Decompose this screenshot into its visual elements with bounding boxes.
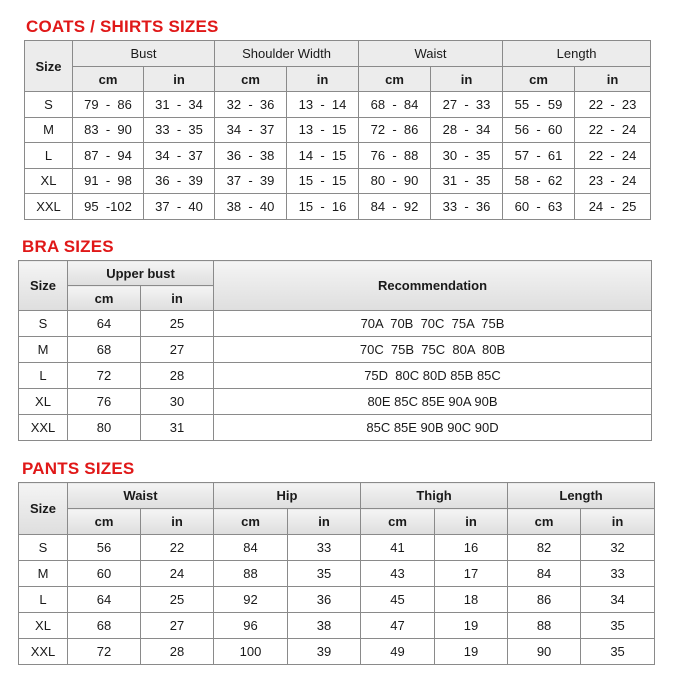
- measure-cell: 84 - 92: [359, 194, 431, 220]
- measure-cell: 95 -102: [73, 194, 144, 220]
- measure-cell: 92: [214, 587, 288, 613]
- measure-cell: 56 - 60: [503, 117, 575, 143]
- measure-cell: 35: [581, 639, 655, 665]
- measure-cell: 68 - 84: [359, 92, 431, 118]
- measure-cell: 33: [288, 535, 361, 561]
- measure-cell: 34 - 37: [215, 117, 287, 143]
- measure-cell: 31 - 34: [144, 92, 215, 118]
- size-cell: XL: [25, 168, 73, 194]
- table-row: [19, 639, 655, 665]
- size-cell: M: [25, 117, 73, 143]
- measure-cell: 32: [581, 535, 655, 561]
- measure-cell: 35: [288, 561, 361, 587]
- measure-cell: 47: [361, 613, 435, 639]
- recommendation-cell: 80E 85C 85E 90A 90B: [214, 389, 652, 415]
- bra-section-title: BRA SIZES: [22, 237, 114, 256]
- measure-cell: 88: [508, 613, 581, 639]
- measure-cell: 88: [214, 561, 288, 587]
- unit-header-in: in: [141, 509, 214, 535]
- measure-cell: 23 - 24: [575, 168, 651, 194]
- measure-cell: 33: [581, 561, 655, 587]
- bra-size-table: [18, 260, 652, 441]
- table-row: [19, 311, 652, 337]
- unit-header-cm: cm: [215, 67, 287, 92]
- cm-cell: 64: [68, 311, 141, 337]
- coats-section-title: COATS / SHIRTS SIZES: [26, 17, 219, 36]
- measure-cell: 24 - 25: [575, 194, 651, 220]
- in-cell: 31: [141, 415, 214, 441]
- size-cell: S: [19, 535, 68, 561]
- measure-cell: 38 - 40: [215, 194, 287, 220]
- group-header-shoulder-width: Shoulder Width: [215, 41, 359, 67]
- unit-header-cm: cm: [359, 67, 431, 92]
- measure-cell: 27: [141, 613, 214, 639]
- unit-header-cm: cm: [68, 286, 141, 311]
- measure-cell: 19: [435, 639, 508, 665]
- measure-cell: 28 - 34: [431, 117, 503, 143]
- measure-cell: 68: [68, 613, 141, 639]
- measure-cell: 28: [141, 639, 214, 665]
- in-cell: 28: [141, 363, 214, 389]
- measure-cell: 34 - 37: [144, 143, 215, 169]
- measure-cell: 36: [288, 587, 361, 613]
- table-row: [19, 535, 655, 561]
- measure-cell: 33 - 36: [431, 194, 503, 220]
- measure-cell: 36 - 39: [144, 168, 215, 194]
- measure-cell: 84: [214, 535, 288, 561]
- size-cell: XL: [19, 389, 68, 415]
- measure-cell: 35: [581, 613, 655, 639]
- measure-cell: 76 - 88: [359, 143, 431, 169]
- unit-header-cm: cm: [214, 509, 288, 535]
- measure-cell: 86: [508, 587, 581, 613]
- measure-cell: 22 - 23: [575, 92, 651, 118]
- measure-cell: 56: [68, 535, 141, 561]
- unit-header-cm: cm: [503, 67, 575, 92]
- table-row: [19, 613, 655, 639]
- recommendation-header: Recommendation: [214, 261, 652, 311]
- size-cell: M: [19, 337, 68, 363]
- in-cell: 30: [141, 389, 214, 415]
- measure-cell: 13 - 14: [287, 92, 359, 118]
- unit-header-in: in: [287, 67, 359, 92]
- measure-cell: 87 - 94: [73, 143, 144, 169]
- measure-cell: 55 - 59: [503, 92, 575, 118]
- cm-cell: 80: [68, 415, 141, 441]
- unit-header-in: in: [144, 67, 215, 92]
- size-header: Size: [19, 483, 68, 535]
- measure-cell: 22 - 24: [575, 143, 651, 169]
- measure-cell: 60 - 63: [503, 194, 575, 220]
- in-cell: 27: [141, 337, 214, 363]
- group-header-upper-bust: Upper bust: [68, 261, 214, 286]
- size-cell: L: [19, 363, 68, 389]
- unit-header-in: in: [435, 509, 508, 535]
- table-row: [25, 168, 651, 194]
- size-cell: M: [19, 561, 68, 587]
- measure-cell: 100: [214, 639, 288, 665]
- in-cell: 25: [141, 311, 214, 337]
- size-cell: XXL: [19, 415, 68, 441]
- group-header-hip: Hip: [214, 483, 361, 509]
- unit-header-cm: cm: [361, 509, 435, 535]
- recommendation-cell: 70C 75B 75C 80A 80B: [214, 337, 652, 363]
- measure-cell: 80 - 90: [359, 168, 431, 194]
- measure-cell: 38: [288, 613, 361, 639]
- measure-cell: 14 - 15: [287, 143, 359, 169]
- unit-header-in: in: [575, 67, 651, 92]
- measure-cell: 17: [435, 561, 508, 587]
- measure-cell: 39: [288, 639, 361, 665]
- measure-cell: 24: [141, 561, 214, 587]
- table-row: [19, 587, 655, 613]
- cm-cell: 76: [68, 389, 141, 415]
- measure-cell: 83 - 90: [73, 117, 144, 143]
- unit-header-cm: cm: [68, 509, 141, 535]
- measure-cell: 41: [361, 535, 435, 561]
- measure-cell: 36 - 38: [215, 143, 287, 169]
- size-cell: XL: [19, 613, 68, 639]
- table-row: [25, 117, 651, 143]
- table-row: [25, 143, 651, 169]
- table-row: [19, 337, 652, 363]
- measure-cell: 13 - 15: [287, 117, 359, 143]
- table-row: [19, 389, 652, 415]
- measure-cell: 91 - 98: [73, 168, 144, 194]
- cm-cell: 72: [68, 363, 141, 389]
- group-header-length: Length: [503, 41, 651, 67]
- coats-size-table: [24, 40, 651, 220]
- measure-cell: 22 - 24: [575, 117, 651, 143]
- measure-cell: 90: [508, 639, 581, 665]
- measure-cell: 22: [141, 535, 214, 561]
- measure-cell: 34: [581, 587, 655, 613]
- measure-cell: 19: [435, 613, 508, 639]
- recommendation-cell: 75D 80C 80D 85B 85C: [214, 363, 652, 389]
- measure-cell: 27 - 33: [431, 92, 503, 118]
- size-cell: L: [25, 143, 73, 169]
- size-header: Size: [19, 261, 68, 311]
- group-header-waist: Waist: [68, 483, 214, 509]
- measure-cell: 58 - 62: [503, 168, 575, 194]
- pants-size-table: [18, 482, 655, 665]
- measure-cell: 79 - 86: [73, 92, 144, 118]
- size-cell: XXL: [19, 639, 68, 665]
- measure-cell: 15 - 16: [287, 194, 359, 220]
- group-header-length: Length: [508, 483, 655, 509]
- measure-cell: 43: [361, 561, 435, 587]
- group-header-waist: Waist: [359, 41, 503, 67]
- measure-cell: 33 - 35: [144, 117, 215, 143]
- unit-header-in: in: [431, 67, 503, 92]
- measure-cell: 64: [68, 587, 141, 613]
- measure-cell: 37 - 40: [144, 194, 215, 220]
- measure-cell: 45: [361, 587, 435, 613]
- table-row: [25, 92, 651, 118]
- measure-cell: 60: [68, 561, 141, 587]
- measure-cell: 82: [508, 535, 581, 561]
- group-header-bust: Bust: [73, 41, 215, 67]
- table-row: [19, 415, 652, 441]
- table-row: [19, 561, 655, 587]
- measure-cell: 72: [68, 639, 141, 665]
- measure-cell: 18: [435, 587, 508, 613]
- measure-cell: 16: [435, 535, 508, 561]
- unit-header-in: in: [141, 286, 214, 311]
- size-cell: S: [25, 92, 73, 118]
- recommendation-cell: 70A 70B 70C 75A 75B: [214, 311, 652, 337]
- recommendation-cell: 85C 85E 90B 90C 90D: [214, 415, 652, 441]
- cm-cell: 68: [68, 337, 141, 363]
- unit-header-in: in: [581, 509, 655, 535]
- measure-cell: 96: [214, 613, 288, 639]
- table-row: [25, 194, 651, 220]
- unit-header-in: in: [288, 509, 361, 535]
- measure-cell: 49: [361, 639, 435, 665]
- measure-cell: 31 - 35: [431, 168, 503, 194]
- pants-section-title: PANTS SIZES: [22, 459, 135, 478]
- size-cell: XXL: [25, 194, 73, 220]
- measure-cell: 25: [141, 587, 214, 613]
- measure-cell: 15 - 15: [287, 168, 359, 194]
- size-header: Size: [25, 41, 73, 92]
- table-row: [19, 363, 652, 389]
- unit-header-cm: cm: [508, 509, 581, 535]
- measure-cell: 72 - 86: [359, 117, 431, 143]
- unit-header-cm: cm: [73, 67, 144, 92]
- size-cell: L: [19, 587, 68, 613]
- measure-cell: 37 - 39: [215, 168, 287, 194]
- measure-cell: 32 - 36: [215, 92, 287, 118]
- measure-cell: 57 - 61: [503, 143, 575, 169]
- measure-cell: 84: [508, 561, 581, 587]
- measure-cell: 30 - 35: [431, 143, 503, 169]
- size-cell: S: [19, 311, 68, 337]
- group-header-thigh: Thigh: [361, 483, 508, 509]
